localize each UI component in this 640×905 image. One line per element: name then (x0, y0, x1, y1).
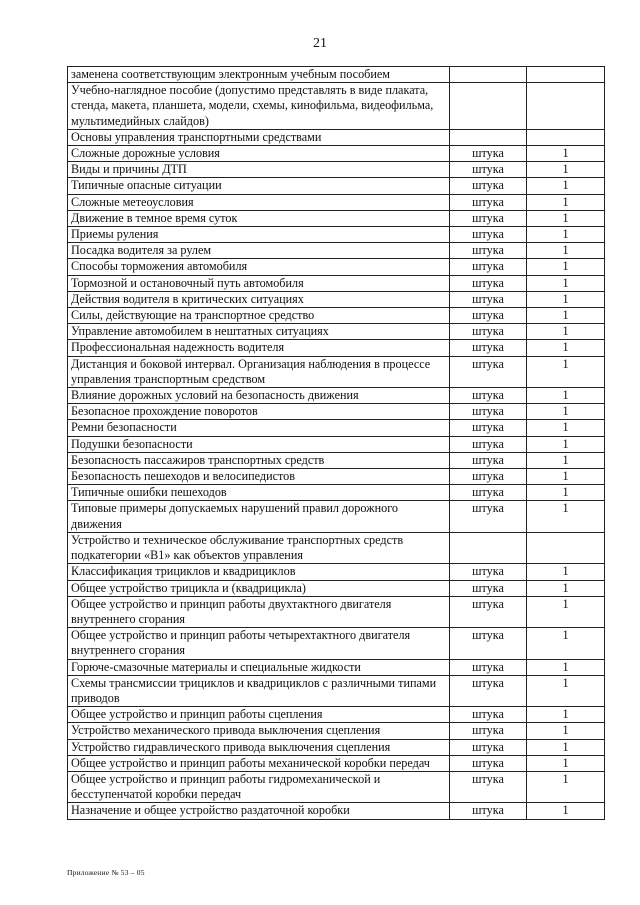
cell-unit: штука (450, 803, 527, 819)
cell-quantity: 1 (527, 420, 605, 436)
footer-note: Приложение № 53 – 05 (67, 868, 145, 877)
cell-item-name: Классификация трициклов и квадрициклов (68, 564, 450, 580)
table-row (68, 243, 605, 259)
table-row (68, 308, 605, 324)
cell-quantity: 1 (527, 308, 605, 324)
cell-unit: штука (450, 420, 527, 436)
table-row (68, 675, 605, 706)
table-row (68, 259, 605, 275)
cell-unit: штука (450, 771, 527, 802)
table-row (68, 210, 605, 226)
table-row (68, 596, 605, 627)
cell-unit: штука (450, 739, 527, 755)
cell-item-name: Ремни безопасности (68, 420, 450, 436)
cell-unit: штука (450, 227, 527, 243)
cell-item-name: Общее устройство трицикла и (квадрицикла) (68, 580, 450, 596)
cell-quantity: 1 (527, 580, 605, 596)
equipment-table (67, 66, 605, 820)
cell-unit (450, 83, 527, 130)
page-number: 21 (313, 36, 327, 51)
cell-unit: штука (450, 580, 527, 596)
table-row (68, 340, 605, 356)
cell-unit: штука (450, 388, 527, 404)
cell-item-name: Управление автомобилем в нештатных ситуациях (68, 324, 450, 340)
cell-quantity: 1 (527, 210, 605, 226)
cell-item-name: Профессиональная надежность водителя (68, 340, 450, 356)
cell-unit: штука (450, 501, 527, 532)
table-row (68, 83, 605, 130)
table-row (68, 739, 605, 755)
cell-item-name: Общее устройство и принцип работы четырехтактного двигателя внутреннего сгорания (68, 628, 450, 659)
cell-quantity: 1 (527, 723, 605, 739)
table-body (68, 67, 605, 820)
cell-item-name: Сложные дорожные условия (68, 146, 450, 162)
cell-quantity: 1 (527, 259, 605, 275)
cell-unit: штука (450, 356, 527, 387)
cell-quantity: 1 (527, 146, 605, 162)
cell-unit: штука (450, 178, 527, 194)
cell-quantity: 1 (527, 564, 605, 580)
cell-quantity: 1 (527, 194, 605, 210)
table-row (68, 420, 605, 436)
cell-item-name: Влияние дорожных условий на безопасность движения (68, 388, 450, 404)
table-row (68, 194, 605, 210)
cell-item-name: заменена соответствующим электронным учебным пособием (68, 67, 450, 83)
cell-item-name: Движение в темное время суток (68, 210, 450, 226)
cell-unit: штука (450, 210, 527, 226)
cell-quantity (527, 129, 605, 145)
table-row (68, 469, 605, 485)
cell-item-name: Устройство и техническое обслуживание транспортных средств подкатегории «В1» как объектов управления (68, 532, 450, 563)
table-row (68, 356, 605, 387)
cell-quantity: 1 (527, 436, 605, 452)
cell-item-name: Безопасность пешеходов и велосипедистов (68, 469, 450, 485)
cell-item-name: Устройство механического привода выключения сцепления (68, 723, 450, 739)
cell-item-name: Дистанция и боковой интервал. Организация наблюдения в процессе управления транспортным средством (68, 356, 450, 387)
table-row (68, 436, 605, 452)
cell-quantity: 1 (527, 469, 605, 485)
table-row (68, 291, 605, 307)
cell-quantity: 1 (527, 324, 605, 340)
cell-unit: штука (450, 659, 527, 675)
table-row (68, 659, 605, 675)
cell-quantity: 1 (527, 659, 605, 675)
cell-item-name: Способы торможения автомобиля (68, 259, 450, 275)
cell-unit: штука (450, 275, 527, 291)
cell-quantity: 1 (527, 596, 605, 627)
cell-unit: штука (450, 564, 527, 580)
cell-unit: штука (450, 707, 527, 723)
cell-quantity: 1 (527, 501, 605, 532)
cell-item-name: Безопасность пассажиров транспортных средств (68, 452, 450, 468)
table-row (68, 771, 605, 802)
cell-unit (450, 67, 527, 83)
cell-quantity: 1 (527, 755, 605, 771)
cell-unit (450, 532, 527, 563)
cell-unit: штука (450, 308, 527, 324)
cell-item-name: Виды и причины ДТП (68, 162, 450, 178)
cell-item-name: Устройство гидравлического привода выключения сцепления (68, 739, 450, 755)
cell-quantity: 1 (527, 388, 605, 404)
table-row (68, 324, 605, 340)
cell-quantity: 1 (527, 356, 605, 387)
table-row (68, 532, 605, 563)
cell-unit: штука (450, 324, 527, 340)
cell-item-name: Типичные опасные ситуации (68, 178, 450, 194)
table-row (68, 227, 605, 243)
cell-quantity: 1 (527, 291, 605, 307)
cell-unit (450, 129, 527, 145)
cell-unit: штука (450, 291, 527, 307)
cell-unit: штука (450, 628, 527, 659)
cell-unit: штука (450, 675, 527, 706)
cell-item-name: Общее устройство и принцип работы сцепления (68, 707, 450, 723)
cell-quantity: 1 (527, 178, 605, 194)
table-row (68, 501, 605, 532)
table-row (68, 707, 605, 723)
table-row (68, 628, 605, 659)
cell-quantity: 1 (527, 771, 605, 802)
cell-item-name: Безопасное прохождение поворотов (68, 404, 450, 420)
cell-unit: штука (450, 596, 527, 627)
cell-quantity: 1 (527, 675, 605, 706)
cell-unit: штука (450, 755, 527, 771)
table-row (68, 178, 605, 194)
cell-item-name: Типичные ошибки пешеходов (68, 485, 450, 501)
cell-quantity: 1 (527, 275, 605, 291)
cell-item-name: Общее устройство и принцип работы двухтактного двигателя внутреннего сгорания (68, 596, 450, 627)
cell-item-name: Учебно-наглядное пособие (допустимо представлять в виде плаката, стенда, макета, планшета, модели, схемы, кинофильма, видеофильма, мультимедийных слайдов) (68, 83, 450, 130)
cell-quantity: 1 (527, 404, 605, 420)
cell-quantity: 1 (527, 162, 605, 178)
cell-unit: штука (450, 404, 527, 420)
cell-item-name: Приемы руления (68, 227, 450, 243)
table-row (68, 162, 605, 178)
table-row (68, 803, 605, 819)
cell-unit: штука (450, 485, 527, 501)
table-row (68, 146, 605, 162)
cell-quantity: 1 (527, 452, 605, 468)
table-row (68, 580, 605, 596)
cell-item-name: Подушки безопасности (68, 436, 450, 452)
cell-unit: штука (450, 723, 527, 739)
cell-item-name: Общее устройство и принцип работы гидромеханической и бесступенчатой коробки передач (68, 771, 450, 802)
cell-quantity: 1 (527, 628, 605, 659)
cell-quantity (527, 532, 605, 563)
cell-unit: штука (450, 243, 527, 259)
cell-quantity (527, 83, 605, 130)
cell-item-name: Основы управления транспортными средствами (68, 129, 450, 145)
cell-unit: штука (450, 436, 527, 452)
table-row (68, 723, 605, 739)
cell-unit: штука (450, 340, 527, 356)
cell-item-name: Сложные метеоусловия (68, 194, 450, 210)
cell-quantity (527, 67, 605, 83)
cell-quantity: 1 (527, 707, 605, 723)
cell-unit: штука (450, 452, 527, 468)
cell-quantity: 1 (527, 340, 605, 356)
table-row (68, 275, 605, 291)
cell-item-name: Типовые примеры допускаемых нарушений правил дорожного движения (68, 501, 450, 532)
cell-quantity: 1 (527, 739, 605, 755)
table-row (68, 404, 605, 420)
table-row (68, 452, 605, 468)
table-row (68, 67, 605, 83)
table-row (68, 388, 605, 404)
cell-unit: штука (450, 146, 527, 162)
cell-item-name: Тормозной и остановочный путь автомобиля (68, 275, 450, 291)
cell-item-name: Схемы трансмиссии трициклов и квадрициклов с различными типами приводов (68, 675, 450, 706)
cell-item-name: Горюче-смазочные материалы и специальные жидкости (68, 659, 450, 675)
table-row (68, 485, 605, 501)
cell-quantity: 1 (527, 803, 605, 819)
cell-quantity: 1 (527, 243, 605, 259)
cell-item-name: Посадка водителя за рулем (68, 243, 450, 259)
cell-unit: штука (450, 469, 527, 485)
table-row (68, 564, 605, 580)
cell-item-name: Общее устройство и принцип работы механической коробки передач (68, 755, 450, 771)
cell-unit: штука (450, 194, 527, 210)
cell-unit: штука (450, 259, 527, 275)
cell-quantity: 1 (527, 227, 605, 243)
table-row (68, 129, 605, 145)
cell-unit: штука (450, 162, 527, 178)
table-row (68, 755, 605, 771)
cell-item-name: Назначение и общее устройство раздаточной коробки (68, 803, 450, 819)
cell-item-name: Действия водителя в критических ситуациях (68, 291, 450, 307)
cell-item-name: Силы, действующие на транспортное средство (68, 308, 450, 324)
cell-quantity: 1 (527, 485, 605, 501)
